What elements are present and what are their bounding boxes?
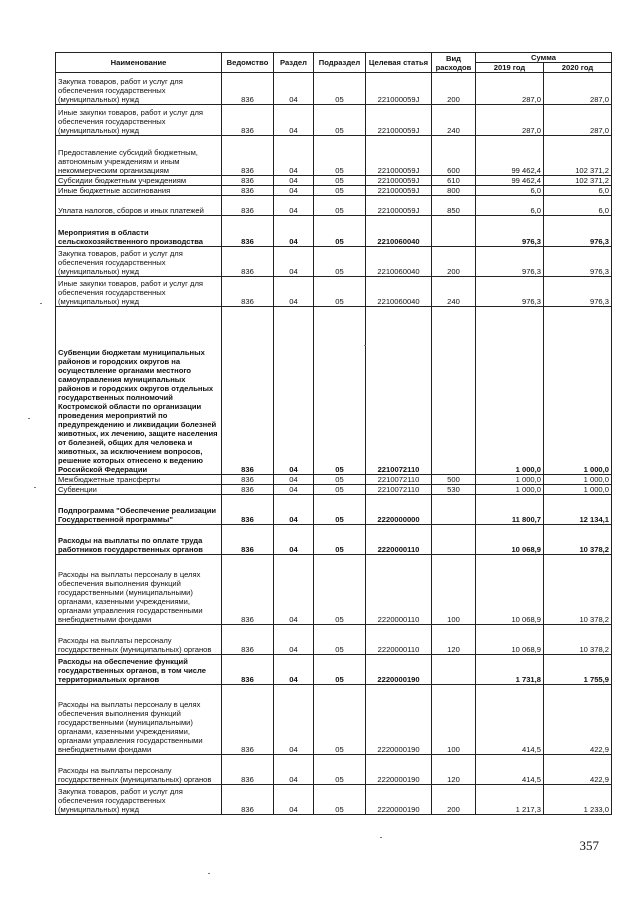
- row-sum-2019: 976,3: [476, 277, 544, 307]
- row-sum-2019: 414,5: [476, 755, 544, 785]
- scan-speck: [28, 418, 30, 419]
- header-exp-type: Вид расходов: [432, 53, 476, 73]
- row-sum-2019: 1 000,0: [476, 475, 544, 485]
- row-exp-type: 200: [432, 73, 476, 105]
- row-target: 2220000000: [366, 495, 432, 525]
- row-sum-2019: 287,0: [476, 73, 544, 105]
- row-exp-type: 200: [432, 247, 476, 277]
- row-dept: 836: [222, 495, 274, 525]
- row-subsection: 05: [314, 625, 366, 655]
- scan-speck: [380, 837, 382, 838]
- table-row: [56, 525, 612, 555]
- row-target: 221000059J: [366, 105, 432, 136]
- row-sum-2020: 10 378,2: [544, 555, 612, 625]
- row-section: 04: [274, 216, 314, 247]
- row-name: Закупка товаров, работ и услуг для обеспечения государственных (муниципальных) нужд: [56, 247, 222, 277]
- row-section: 04: [274, 176, 314, 186]
- table-row: [56, 186, 612, 196]
- table-row: [56, 555, 612, 625]
- table-row: [56, 495, 612, 525]
- row-subsection: 05: [314, 785, 366, 815]
- row-exp-type: 500: [432, 475, 476, 485]
- table-row: [56, 216, 612, 247]
- row-exp-type: 120: [432, 755, 476, 785]
- row-exp-type: 800: [432, 186, 476, 196]
- row-exp-type: 200: [432, 785, 476, 815]
- row-sum-2020: 287,0: [544, 105, 612, 136]
- row-subsection: 05: [314, 475, 366, 485]
- row-sum-2020: 1 000,0: [544, 485, 612, 495]
- row-name: Подпрограмма "Обеспечение реализации Государственной программы": [56, 495, 222, 525]
- row-sum-2019: 1 000,0: [476, 485, 544, 495]
- row-sum-2020: 102 371,2: [544, 176, 612, 186]
- row-exp-type: [432, 525, 476, 555]
- row-name: Предоставление субсидий бюджетным, автономным учреждениям и иным некоммерческим организациям: [56, 136, 222, 176]
- row-sum-2020: 1 000,0: [544, 475, 612, 485]
- header-dept: Ведомство: [222, 53, 274, 73]
- table-row: [56, 655, 612, 685]
- table-row: [56, 105, 612, 136]
- row-section: 04: [274, 307, 314, 475]
- row-dept: 836: [222, 785, 274, 815]
- row-sum-2019: 976,3: [476, 247, 544, 277]
- row-section: 04: [274, 186, 314, 196]
- row-dept: 836: [222, 186, 274, 196]
- row-dept: 836: [222, 625, 274, 655]
- row-dept: 836: [222, 485, 274, 495]
- table-row: [56, 247, 612, 277]
- row-subsection: 05: [314, 277, 366, 307]
- row-subsection: 05: [314, 755, 366, 785]
- row-subsection: 05: [314, 685, 366, 755]
- row-subsection: 05: [314, 307, 366, 475]
- row-section: 04: [274, 485, 314, 495]
- row-section: 04: [274, 525, 314, 555]
- row-dept: 836: [222, 655, 274, 685]
- row-sum-2020: 976,3: [544, 216, 612, 247]
- row-exp-type: 850: [432, 196, 476, 216]
- row-name: Иные закупки товаров, работ и услуг для обеспечения государственных (муниципальных) нужд: [56, 277, 222, 307]
- row-sum-2019: 6,0: [476, 186, 544, 196]
- row-section: 04: [274, 73, 314, 105]
- row-section: 04: [274, 277, 314, 307]
- row-target: 221000059J: [366, 136, 432, 176]
- row-target: 221000059J: [366, 186, 432, 196]
- row-exp-type: [432, 655, 476, 685]
- header-subsection: Подраздел: [314, 53, 366, 73]
- row-exp-type: 120: [432, 625, 476, 655]
- row-sum-2019: 976,3: [476, 216, 544, 247]
- row-dept: 836: [222, 277, 274, 307]
- row-sum-2019: 1 000,0: [476, 307, 544, 475]
- row-sum-2019: 6,0: [476, 196, 544, 216]
- table-row: [56, 136, 612, 176]
- row-sum-2019: 10 068,9: [476, 555, 544, 625]
- row-target: 2210060040: [366, 216, 432, 247]
- row-target: 2220000110: [366, 525, 432, 555]
- row-section: 04: [274, 475, 314, 485]
- row-section: 04: [274, 755, 314, 785]
- row-exp-type: 240: [432, 105, 476, 136]
- row-exp-type: 240: [432, 277, 476, 307]
- row-sum-2020: 976,3: [544, 247, 612, 277]
- table-row: [56, 685, 612, 755]
- row-section: 04: [274, 247, 314, 277]
- row-subsection: 05: [314, 485, 366, 495]
- row-target: 2220000110: [366, 555, 432, 625]
- table-row: [56, 176, 612, 186]
- row-name: Уплата налогов, сборов и иных платежей: [56, 196, 222, 216]
- row-section: 04: [274, 555, 314, 625]
- row-exp-type: 100: [432, 555, 476, 625]
- row-sum-2020: 6,0: [544, 186, 612, 196]
- row-section: 04: [274, 495, 314, 525]
- table-row: [56, 755, 612, 785]
- row-sum-2020: 1 755,9: [544, 655, 612, 685]
- row-subsection: 05: [314, 247, 366, 277]
- row-target: 221000059J: [366, 73, 432, 105]
- row-subsection: 05: [314, 216, 366, 247]
- row-subsection: 05: [314, 555, 366, 625]
- row-sum-2019: 287,0: [476, 105, 544, 136]
- row-section: 04: [274, 105, 314, 136]
- row-sum-2019: 11 800,7: [476, 495, 544, 525]
- row-target: 2220000190: [366, 655, 432, 685]
- row-sum-2019: 99 462,4: [476, 136, 544, 176]
- row-name: Закупка товаров, работ и услуг для обеспечения государственных (муниципальных) нужд: [56, 785, 222, 815]
- row-subsection: 05: [314, 73, 366, 105]
- row-exp-type: 610: [432, 176, 476, 186]
- row-name: Расходы на выплаты по оплате труда работников государственных органов: [56, 525, 222, 555]
- row-dept: 836: [222, 525, 274, 555]
- row-name: Мероприятия в области сельскохозяйственного производства: [56, 216, 222, 247]
- row-exp-type: [432, 495, 476, 525]
- row-sum-2020: 287,0: [544, 73, 612, 105]
- row-exp-type: 530: [432, 485, 476, 495]
- page-number: 357: [579, 838, 599, 853]
- row-section: 04: [274, 685, 314, 755]
- row-dept: 836: [222, 247, 274, 277]
- header-target: Целевая статья: [366, 53, 432, 73]
- row-dept: 836: [222, 475, 274, 485]
- table-row: [56, 475, 612, 485]
- row-subsection: 05: [314, 655, 366, 685]
- table-row: [56, 277, 612, 307]
- row-target: 221000059J: [366, 196, 432, 216]
- row-section: 04: [274, 196, 314, 216]
- row-dept: 836: [222, 196, 274, 216]
- row-name: Расходы на выплаты персоналу государственных (муниципальных) органов: [56, 755, 222, 785]
- table-row: [56, 625, 612, 655]
- table-row: [56, 307, 612, 475]
- row-sum-2020: 10 378,2: [544, 525, 612, 555]
- row-name: Межбюджетные трансферты: [56, 475, 222, 485]
- row-dept: 836: [222, 555, 274, 625]
- table-row: [56, 196, 612, 216]
- row-section: 04: [274, 625, 314, 655]
- scan-speck: [34, 487, 36, 488]
- row-subsection: 05: [314, 525, 366, 555]
- row-name: Закупка товаров, работ и услуг для обеспечения государственных (муниципальных) нужд: [56, 73, 222, 105]
- header-section: Раздел: [274, 53, 314, 73]
- row-dept: 836: [222, 685, 274, 755]
- row-subsection: 05: [314, 105, 366, 136]
- table-row: [56, 785, 612, 815]
- row-target: 2220000190: [366, 755, 432, 785]
- row-target: 2210060040: [366, 277, 432, 307]
- row-name: Иные бюджетные ассигнования: [56, 186, 222, 196]
- table-body: [56, 73, 612, 815]
- row-sum-2020: 422,9: [544, 685, 612, 755]
- row-dept: 836: [222, 307, 274, 475]
- header-2020: 2020 год: [544, 63, 612, 73]
- row-sum-2019: 1 217,3: [476, 785, 544, 815]
- scan-speck: [40, 303, 42, 304]
- row-target: 2220000110: [366, 625, 432, 655]
- budget-table: [55, 52, 612, 815]
- row-target: 221000059J: [366, 176, 432, 186]
- row-sum-2019: 10 068,9: [476, 625, 544, 655]
- row-target: 2220000190: [366, 685, 432, 755]
- table-header: [56, 53, 612, 73]
- row-dept: 836: [222, 176, 274, 186]
- row-sum-2019: 99 462,4: [476, 176, 544, 186]
- row-name: Расходы на выплаты персоналу государственных (муниципальных) органов: [56, 625, 222, 655]
- row-sum-2019: 414,5: [476, 685, 544, 755]
- row-sum-2019: 1 731,8: [476, 655, 544, 685]
- row-section: 04: [274, 785, 314, 815]
- row-name: Расходы на выплаты персоналу в целях обеспечения выполнения функций государственными (муниципальными) органами, казенными учреждениями, органами управления государственными внебюджетными фондами: [56, 555, 222, 625]
- row-dept: 836: [222, 105, 274, 136]
- scan-speck: [208, 873, 210, 874]
- row-dept: 836: [222, 755, 274, 785]
- row-sum-2020: 12 134,1: [544, 495, 612, 525]
- table-row: [56, 485, 612, 495]
- row-sum-2020: 422,9: [544, 755, 612, 785]
- row-name: Субвенции: [56, 485, 222, 495]
- scan-speck: [364, 345, 366, 346]
- row-name: Расходы на выплаты персоналу в целях обеспечения выполнения функций государственными (муниципальными) органами, казенными учреждениями, органами управления государственными внебюджетными фондами: [56, 685, 222, 755]
- row-sum-2020: 10 378,2: [544, 625, 612, 655]
- row-dept: 836: [222, 216, 274, 247]
- row-name: Иные закупки товаров, работ и услуг для обеспечения государственных (муниципальных) нужд: [56, 105, 222, 136]
- row-target: 2220000190: [366, 785, 432, 815]
- row-dept: 836: [222, 136, 274, 176]
- row-name: Расходы на обеспечение функций государственных органов, в том числе территориальных органов: [56, 655, 222, 685]
- row-exp-type: 600: [432, 136, 476, 176]
- table-row: [56, 73, 612, 105]
- row-target: 2210060040: [366, 247, 432, 277]
- row-target: 2210072110: [366, 475, 432, 485]
- row-subsection: 05: [314, 186, 366, 196]
- row-sum-2019: 10 068,9: [476, 525, 544, 555]
- row-section: 04: [274, 655, 314, 685]
- row-exp-type: 100: [432, 685, 476, 755]
- row-sum-2020: 976,3: [544, 277, 612, 307]
- row-subsection: 05: [314, 136, 366, 176]
- header-sum: Сумма: [476, 53, 612, 63]
- row-target: 2210072110: [366, 485, 432, 495]
- row-section: 04: [274, 136, 314, 176]
- row-subsection: 05: [314, 495, 366, 525]
- row-exp-type: [432, 307, 476, 475]
- row-sum-2020: 102 371,2: [544, 136, 612, 176]
- row-dept: 836: [222, 73, 274, 105]
- row-sum-2020: 1 233,0: [544, 785, 612, 815]
- row-name: Субсидии бюджетным учреждениям: [56, 176, 222, 186]
- row-sum-2020: 1 000,0: [544, 307, 612, 475]
- row-target: 2210072110: [366, 307, 432, 475]
- row-sum-2020: 6,0: [544, 196, 612, 216]
- header-name: Наименование: [56, 53, 222, 73]
- header-2019: 2019 год: [476, 63, 544, 73]
- row-subsection: 05: [314, 176, 366, 186]
- row-exp-type: [432, 216, 476, 247]
- row-name: Субвенции бюджетам муниципальных районов и городских округов на осуществление органами местного самоуправления муниципальных районов и городских округов отдельных государственных полномочий Костромской области по организации проведения мероприятий по предупреждению и ликвидации болезней животных, их лечению, защите населения от болезней, общих для человека и животных, за исключением вопросов, решение которых отнесено к ведению Российской Федерации: [56, 307, 222, 475]
- row-subsection: 05: [314, 196, 366, 216]
